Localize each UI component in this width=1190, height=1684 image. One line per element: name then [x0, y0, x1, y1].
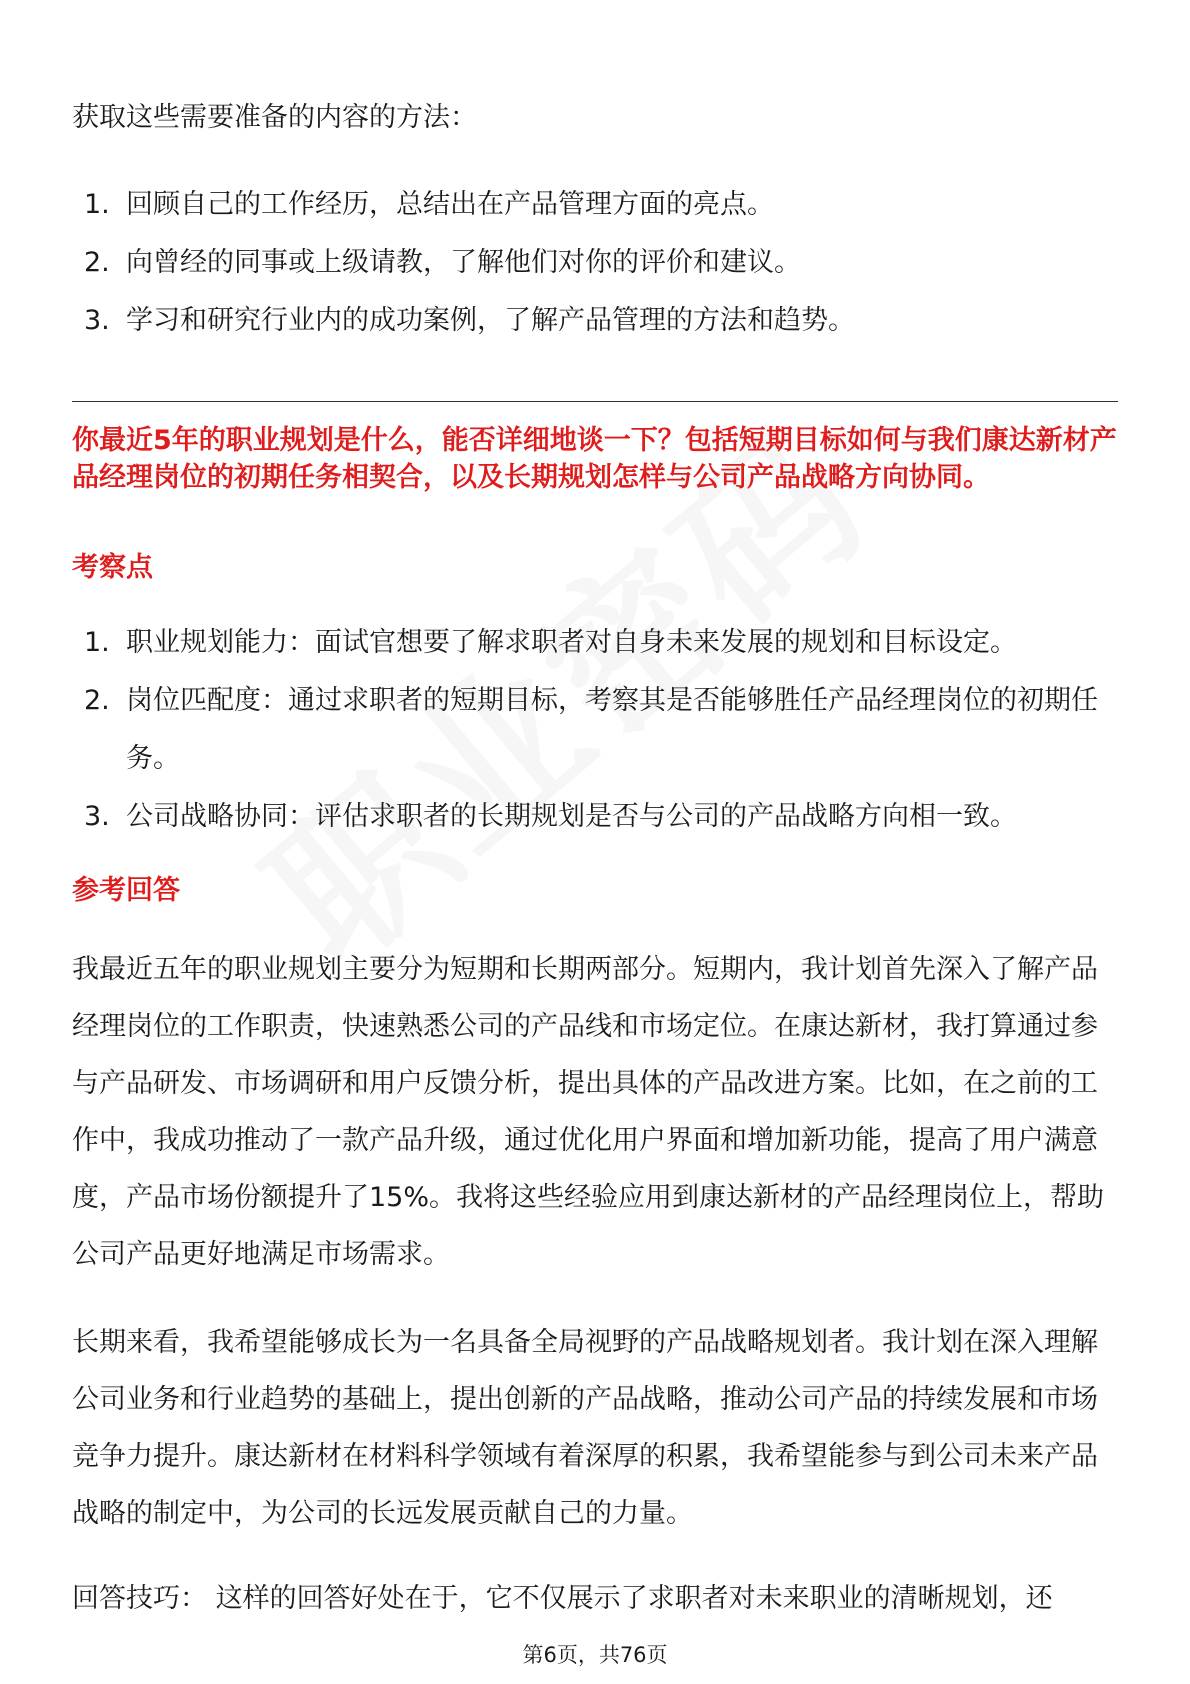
list-text: 公司战略协同：评估求职者的长期规划是否与公司的产品战略方向相一致。	[126, 801, 1017, 832]
list-item	[72, 176, 1112, 234]
list-item	[72, 672, 1112, 788]
list-number: 2.	[84, 685, 110, 716]
section-divider	[72, 401, 1118, 402]
list-number: 3.	[84, 305, 110, 336]
answer-paragraph: 长期来看，我希望能够成长为一名具备全局视野的产品战略规划者。我计划在深入理解公司业务和行业趋势的基础上，提出创新的产品战略，推动公司产品的持续发展和市场竞争力提升。康达新材在材料科学领域有着深厚的积累，我希望能参与到公司未来产品战略的制定中，为公司的长远发展贡献自己的力量。	[72, 1327, 1098, 1529]
points-list	[72, 614, 1112, 846]
answer-tips: 回答技巧： 这样的回答好处在于，它不仅展示了求职者对未来职业的清晰规划，还	[72, 1583, 1053, 1614]
list-item	[72, 292, 1112, 350]
list-number: 1.	[84, 627, 110, 658]
list-item	[72, 614, 1112, 672]
points-heading: 考察点	[72, 552, 153, 583]
list-item	[72, 234, 1112, 292]
methods-intro: 获取这些需要准备的内容的方法：	[72, 102, 477, 133]
interview-question: 你最近5年的职业规划是什么，能否详细地谈一下？包括短期目标如何与我们康达新材产品经理岗位的初期任务相契合，以及长期规划怎样与公司产品战略方向协同。	[72, 425, 1117, 493]
methods-list	[72, 176, 1112, 350]
list-number: 1.	[84, 189, 110, 220]
list-text: 向曾经的同事或上级请教，了解他们对你的评价和建议。	[126, 247, 801, 278]
list-number: 3.	[84, 801, 110, 832]
list-text: 回顾自己的工作经历，总结出在产品管理方面的亮点。	[126, 189, 774, 220]
answer-heading: 参考回答	[72, 875, 180, 906]
list-text: 学习和研究行业内的成功案例，了解产品管理的方法和趋势。	[126, 305, 855, 336]
list-number: 2.	[84, 247, 110, 278]
answer-paragraph: 我最近五年的职业规划主要分为短期和长期两部分。短期内，我计划首先深入了解产品经理岗位的工作职责，快速熟悉公司的产品线和市场定位。在康达新材，我打算通过参与产品研发、市场调研和用户反馈分析，提出具体的产品改进方案。比如，在之前的工作中，我成功推动了一款产品升级，通过优化用户界面和增加新功能，提高了用户满意度，产品市场份额提升了15%。我将这些经验应用到康达新材的产品经理岗位上，帮助公司产品更好地满足市场需求。	[72, 954, 1105, 1270]
list-text: 职业规划能力：面试官想要了解求职者对自身未来发展的规划和目标设定。	[126, 627, 1017, 658]
page-number: 第6页，共76页	[522, 1643, 668, 1667]
list-item	[72, 788, 1112, 846]
list-text: 岗位匹配度：通过求职者的短期目标，考察其是否能够胜任产品经理岗位的初期任务。	[126, 685, 1098, 774]
